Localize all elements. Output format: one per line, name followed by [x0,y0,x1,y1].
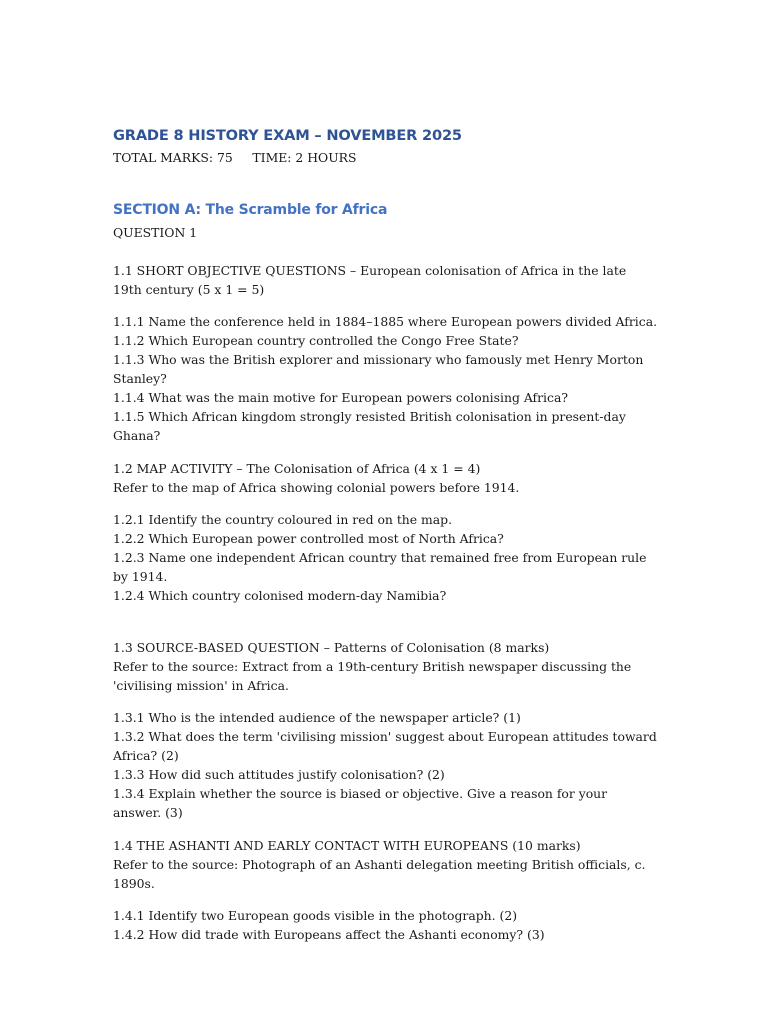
question-item: 1.4.1 Identify two European goods visible in the photograph. (2) [113,908,518,923]
question-item: 1.2.3 Name one independent African country that remained free from European rule by 1914. [113,550,647,584]
exam-title: GRADE 8 HISTORY EXAM – NOVEMBER 2025 [113,127,462,144]
question-item: 1.2.2 Which European power controlled most of North Africa? [113,531,504,546]
question-item: 1.1.4 What was the main motive for European powers colonising Africa? [113,390,568,405]
question-item: 1.1.3 Who was the British explorer and missionary who famously met Henry Morton Stanley? [113,352,644,386]
question-1-1-block [113,261,658,445]
question-item: 1.3.4 Explain whether the source is biased or objective. Give a reason for your answer. (3) [113,786,608,820]
question-1-3-heading: 1.3 SOURCE-BASED QUESTION – Patterns of Colonisation (8 marks) [113,640,550,655]
question-item: 1.2.1 Identify the country coloured in red on the map. [113,512,453,527]
section-a-title: SECTION A: The Scramble for Africa [113,202,388,218]
question-1-2-intro: Refer to the map of Africa showing colonial powers before 1914. [113,480,520,495]
question-1-4-intro: Refer to the source: Photograph of an Ashanti delegation meeting British officials, c. 1890s. [113,857,646,891]
question-item: 1.1.5 Which African kingdom strongly resisted British colonisation in present-day Ghana? [113,409,626,443]
question-item: 1.3.3 How did such attitudes justify colonisation? (2) [113,767,445,782]
question-item: 1.4.2 How did trade with Europeans affect the Ashanti economy? (3) [113,927,545,942]
question-1-4-heading: 1.4 THE ASHANTI AND EARLY CONTACT WITH EUROPEANS (10 marks) [113,838,581,853]
question-1-4-block [113,836,658,944]
question-1-label: QUESTION 1 [113,225,198,240]
question-1-1-heading: 1.1 SHORT OBJECTIVE QUESTIONS – European colonisation of Africa in the late 19th century (5 x 1 = 5) [113,263,627,297]
question-1-2-heading: 1.2 MAP ACTIVITY – The Colonisation of Africa (4 x 1 = 4) [113,461,481,476]
question-item: 1.1.2 Which European country controlled the Congo Free State? [113,333,519,348]
question-item: 1.3.1 Who is the intended audience of the newspaper article? (1) [113,710,521,725]
question-1-3-intro: Refer to the source: Extract from a 19th-century British newspaper discussing the 'civilising mission' in Africa. [113,659,632,693]
question-item: 1.3.2 What does the term 'civilising mission' suggest about European attitudes toward Africa? (2) [113,729,657,763]
question-item: 1.1.1 Name the conference held in 1884–1885 where European powers divided Africa. [113,314,658,329]
question-1-3-block [113,638,658,822]
exam-meta: TOTAL MARKS: 75 TIME: 2 HOURS [113,150,357,165]
question-item: 1.2.4 Which country colonised modern-day Namibia? [113,588,447,603]
question-1-2-block [113,459,658,605]
